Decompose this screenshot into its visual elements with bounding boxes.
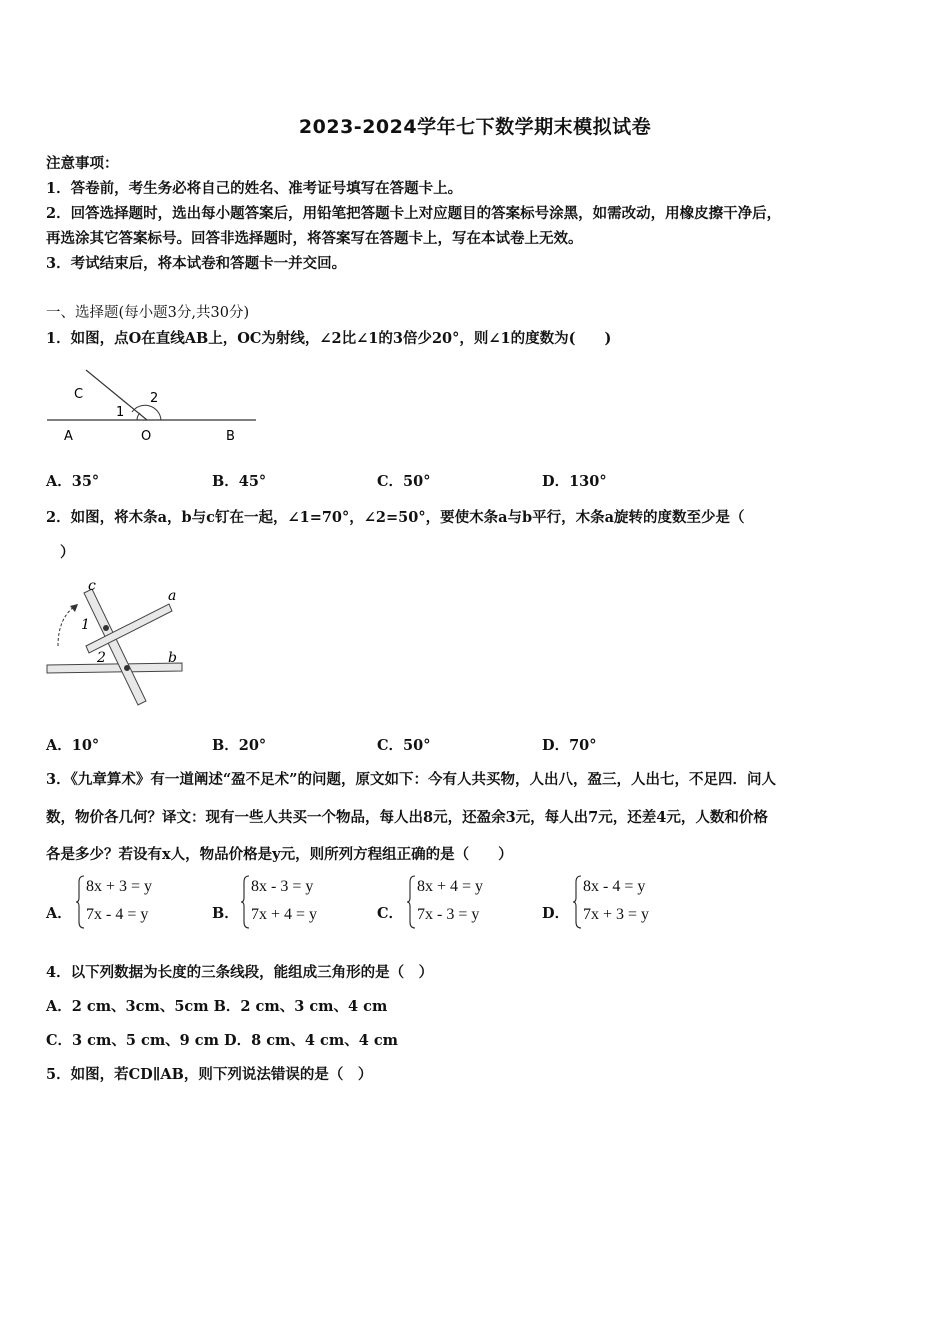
section-heading: 一、选择题(每小题3分,共30分) xyxy=(46,305,250,321)
question-3-line: 各是多少？若设有x人，物品价格是y元，则所列方程组正确的是（ ） xyxy=(46,846,513,863)
notice-item: 3．考试结束后，将本试卷和答题卡一并交回。 xyxy=(46,255,347,272)
label-2: 2 xyxy=(97,650,106,666)
option-b: B．45° xyxy=(212,473,267,490)
brace-icon xyxy=(241,874,251,930)
label-1: 1 xyxy=(116,405,125,420)
equation: 7x - 3 = y xyxy=(417,906,480,923)
equation: 8x - 4 = y xyxy=(583,878,646,895)
brace-icon xyxy=(76,874,86,930)
label-c: C xyxy=(74,387,84,402)
question-1-text: 1．如图，点O在直线AB上，OC为射线，∠2比∠1的3倍少20°，则∠1的度数为( ) xyxy=(46,330,612,347)
option-c-label: C． xyxy=(377,905,404,922)
equation-system-c xyxy=(417,873,483,929)
angle-arc xyxy=(132,405,161,420)
notice-heading: 注意事项： xyxy=(46,155,119,172)
arrow-head-icon xyxy=(70,604,78,612)
option-a: A．10° xyxy=(46,737,100,754)
option-a-label: A． xyxy=(46,905,72,922)
label-b: b xyxy=(168,650,177,666)
option-b: B．20° xyxy=(212,737,267,754)
nail xyxy=(124,665,130,671)
label-c: c xyxy=(88,578,96,594)
equation-system-a xyxy=(86,873,152,929)
label-1: 1 xyxy=(81,617,90,633)
label-o: O xyxy=(141,429,152,444)
equation: 8x + 3 = y xyxy=(86,878,153,895)
option-d-label: D． xyxy=(542,905,570,922)
equation-system-d xyxy=(583,873,649,929)
equation: 7x - 4 = y xyxy=(86,906,149,923)
equation: 7x + 4 = y xyxy=(251,906,318,923)
page-title: 2023-2024学年七下数学期末模拟试卷 xyxy=(298,116,652,138)
equation-system-b xyxy=(251,873,317,929)
equation: 7x + 3 = y xyxy=(583,906,650,923)
question-4-text: 4．以下列数据为长度的三条线段，能组成三角形的是（ ） xyxy=(46,964,434,981)
question-3-line: 数，物价各几何？译文：现有一些人共买一个物品，每人出8元，还盈余3元，每人出7元，还差4元，人数和价格 xyxy=(46,809,768,826)
option-a: A．35° xyxy=(46,473,100,490)
label-a: A xyxy=(64,429,73,444)
label-b: B xyxy=(226,429,235,444)
nail xyxy=(103,625,109,631)
label-a: a xyxy=(168,588,177,604)
option-b-label: B． xyxy=(212,905,239,922)
notice-item: 再选涂其它答案标号。回答非选择题时，将答案写在答题卡上，写在本试卷上无效。 xyxy=(46,230,583,247)
brace-icon xyxy=(407,874,417,930)
question-4-options-row: A．2 cm、3cm、5cm B．2 cm、3 cm、4 cm xyxy=(46,998,388,1015)
option-d: D．130° xyxy=(542,473,607,490)
question-3-line: 3．《九章算术》有一道阐述“盈不足术”的问题，原文如下：今有人共买物，人出八，盈三，人出七，不足四．问人 xyxy=(46,771,777,788)
question-2-text-cont: ） xyxy=(60,544,75,561)
stick-b xyxy=(47,663,182,673)
label-2: 2 xyxy=(150,391,159,406)
option-c: C．50° xyxy=(377,473,431,490)
question-4-options-row: C．3 cm、5 cm、9 cm D．8 cm、4 cm、4 cm xyxy=(46,1032,399,1049)
equation: 8x + 4 = y xyxy=(417,878,484,895)
option-d: D．70° xyxy=(542,737,597,754)
notice-item: 2．回答选择题时，选出每小题答案后，用铅笔把答题卡上对应题目的答案标号涂黑，如需改动，用橡皮擦干净后， xyxy=(46,205,782,222)
notice-item: 1．答卷前，考生务必将自己的姓名、准考证号填写在答题卡上。 xyxy=(46,180,463,197)
brace-icon xyxy=(573,874,583,930)
option-c: C．50° xyxy=(377,737,431,754)
question-1-figure xyxy=(44,360,264,450)
question-5-text: 5．如图，若CD∥AB，则下列说法错误的是（ ） xyxy=(46,1066,373,1083)
question-2-text: 2．如图，将木条a，b与c钉在一起，∠1=70°，∠2=50°，要使木条a与b平行，木条a旋转的度数至少是（ xyxy=(46,509,745,526)
angle-1-arc xyxy=(137,413,140,420)
equation: 8x - 3 = y xyxy=(251,878,314,895)
question-2-figure xyxy=(44,576,194,716)
